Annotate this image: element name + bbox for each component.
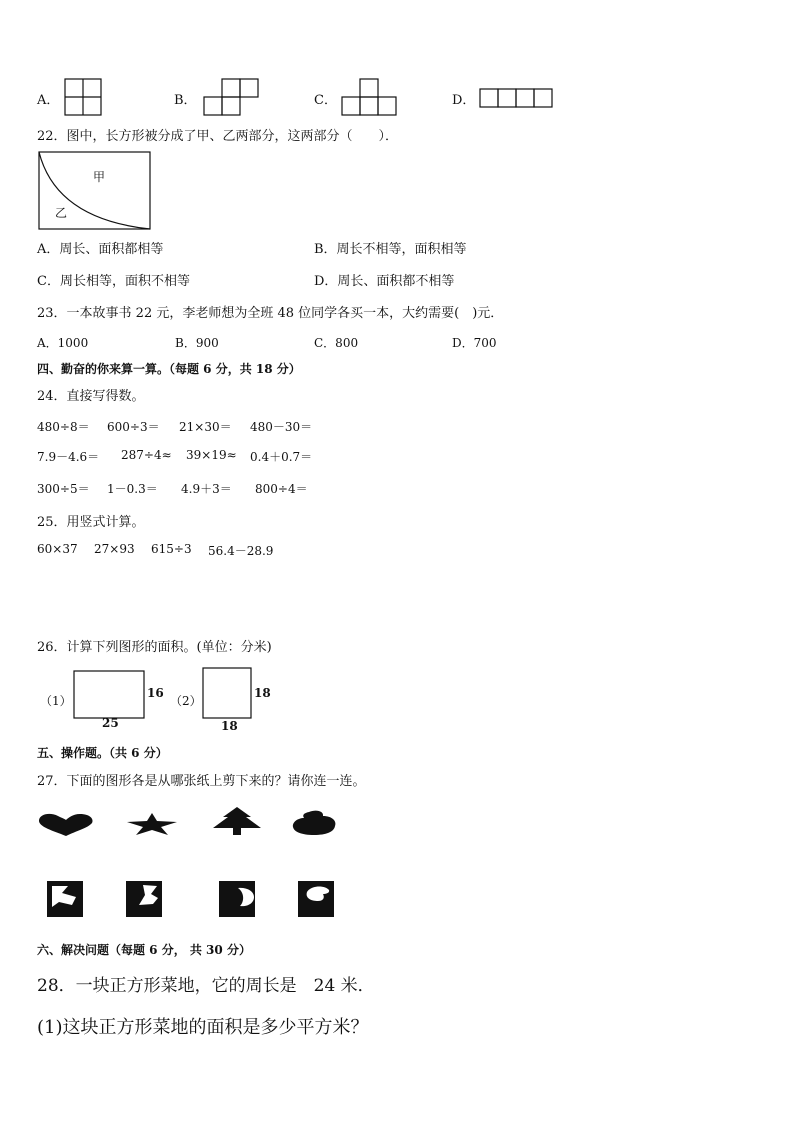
q24-stem: 24．直接写得数。 [37,389,145,404]
section-6-title: 六、解决问题（每题 6 分， 共 30 分） [37,943,251,957]
q23-option-c: C．800 [314,336,359,350]
q26-figure-1-label: （1） [40,694,72,708]
paper-with-hole-3-icon [218,880,256,918]
q28-sub-question-1: (1)这块正方形菜地的面积是多少平方米？ [37,1017,369,1038]
star-shape-icon [126,812,178,836]
q22-label-jia: 甲 [93,170,106,184]
q24-item: 0.4＋0.7＝ [250,450,313,464]
q24-item: 480－30＝ [250,420,313,434]
q24-item: 4.9＋3＝ [181,482,232,496]
q26-square-figure [202,667,252,719]
q21-option-c-figure [341,78,397,118]
q26-figure-2-height: 18 [254,686,271,700]
paper-with-hole-2-icon [125,880,163,918]
q24-item: 21×30＝ [179,420,232,434]
q22-option-d: D．周长、面积都不相等 [314,274,455,289]
section-4-title: 四、勤奋的你来算一算。（每题 6 分，共 18 分） [37,362,301,376]
q21-option-b-figure [202,78,260,118]
q24-item: 287÷4≈ [121,448,172,462]
q26-figure-1-height: 16 [147,686,164,700]
q26-figure-2-width: 18 [221,719,238,733]
paper-with-hole-4-icon [297,880,335,918]
q23-option-b: B．900 [175,336,219,350]
paper-with-hole-1-icon [46,880,84,918]
q21-option-a-label: A． [37,93,60,108]
q26-stem: 26．计算下列图形的面积。(单位：分米) [37,640,272,655]
q25-item: 27×93 [94,542,135,556]
q22-label-yi: 乙 [55,206,68,220]
q21-option-d-label: D． [452,93,476,108]
q25-item: 60×37 [37,542,78,556]
q24-item: 600÷3＝ [107,420,160,434]
q21-option-d-figure [479,88,553,108]
q26-rectangle-figure [73,670,145,720]
q22-option-a: A．周长、面积都相等 [37,242,164,257]
q25-stem: 25．用竖式计算。 [37,515,145,530]
q26-figure-2-label: （2） [170,694,202,708]
q22-option-c: C．周长相等，面积不相等 [37,274,190,289]
q23-option-a: A．1000 [37,336,89,350]
q24-item: 300÷5＝ [37,482,90,496]
q27-stem: 27．下面的图形各是从哪张纸上剪下来的？请你连一连。 [37,774,366,789]
heart-shape-icon [38,813,94,837]
q25-item: 56.4－28.9 [208,544,274,558]
q24-item: 800÷4＝ [255,482,308,496]
q25-item: 615÷3 [151,542,192,556]
q21-option-c-label: C． [314,93,337,108]
q28-stem: 28．一块正方形菜地，它的周长是 24 米． [37,976,375,996]
q23-option-d: D．700 [452,336,497,350]
q23-stem: 23．一本故事书 22 元，李老师想为全班 48 位同学各买一本，大约需要( )元． [37,306,504,321]
q22-option-b: B．周长不相等，面积相等 [314,242,467,257]
q21-option-b-label: B． [174,93,197,108]
q22-stem: 22．图中，长方形被分成了甲、乙两部分，这两部分（ ）． [37,129,399,144]
q24-item: 7.9－4.6＝ [37,450,100,464]
q24-item: 480÷8＝ [37,420,90,434]
blob-shape-icon [292,810,338,836]
q24-item: 39×19≈ [186,448,237,462]
q21-option-a-figure [64,78,102,116]
tree-arrow-shape-icon [209,806,265,836]
q26-figure-1-width: 25 [102,716,119,730]
section-5-title: 五、操作题。（共 6 分） [37,746,168,760]
q24-item: 1－0.3＝ [107,482,158,496]
